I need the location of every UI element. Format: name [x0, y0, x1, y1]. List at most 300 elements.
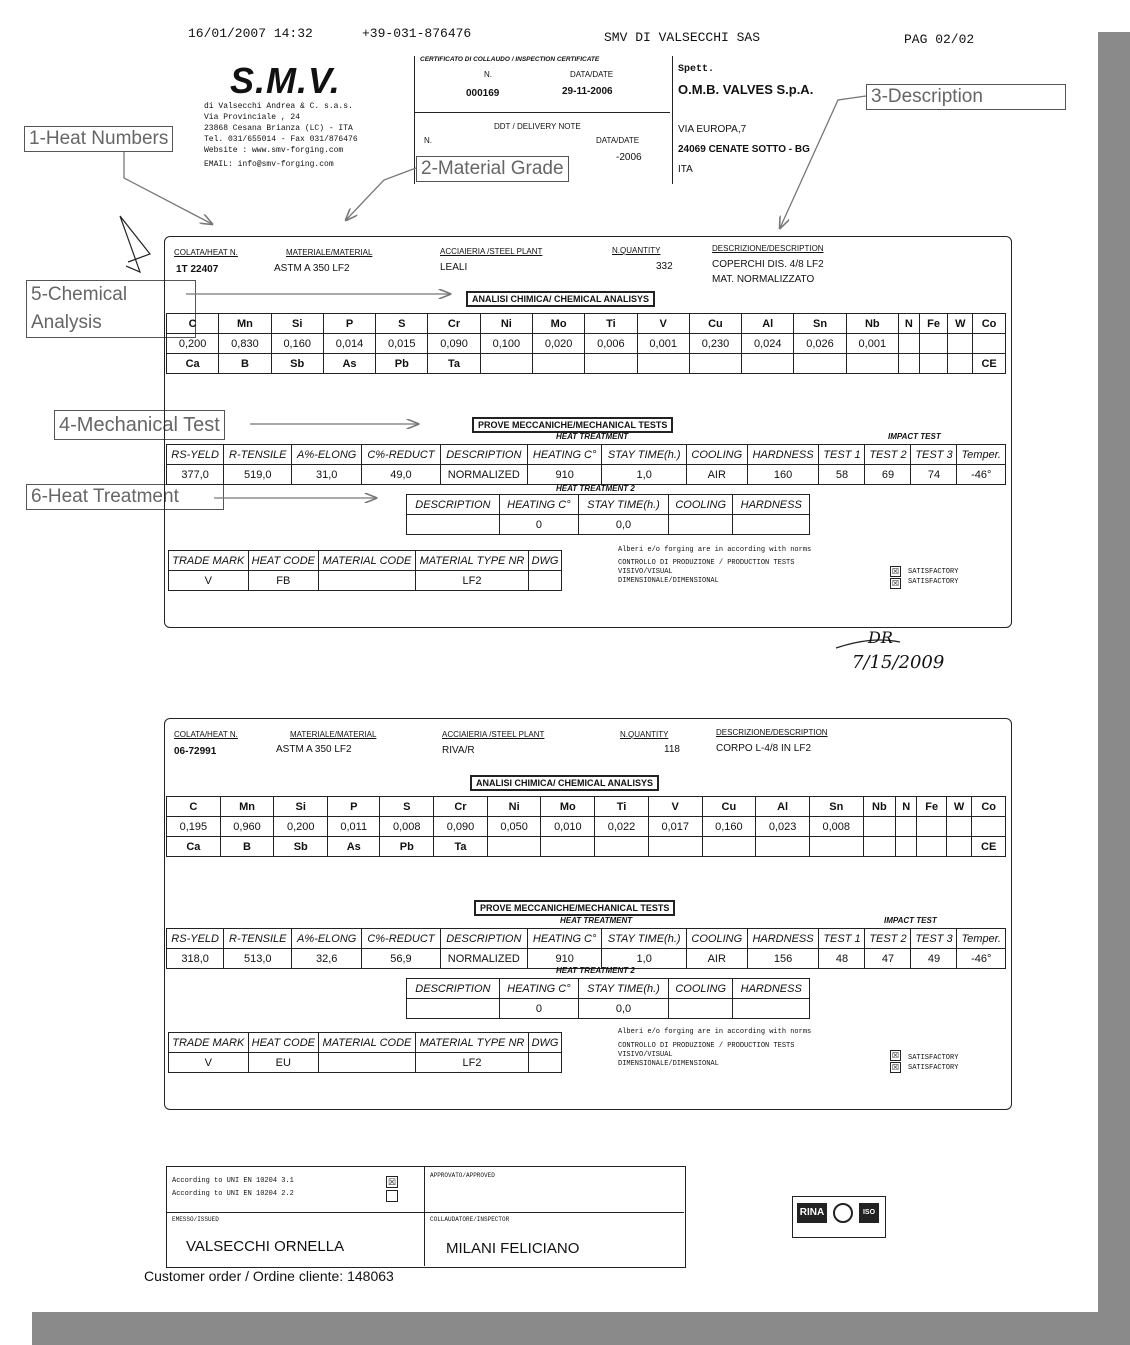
trade-value-cell: [529, 571, 562, 591]
lot-2-description-1: CORPO L-4/8 IN LF2: [716, 743, 812, 754]
chem-element-cell: B: [220, 837, 274, 857]
chem-element-cell: [756, 837, 810, 857]
lot-2-note-4: DIMENSIONALE/DIMENSIONAL: [618, 1060, 719, 1068]
chem-element-cell: [898, 354, 919, 374]
mech-value-cell: 49: [911, 949, 957, 969]
mech-header-cell: R-TENSILE: [224, 929, 292, 949]
chem-element-cell: Cu: [702, 797, 756, 817]
chem-element-cell: Ti: [595, 797, 649, 817]
chem-value-cell: 0,830: [219, 334, 271, 354]
lot-1-impact-title: IMPACT TEST: [888, 432, 941, 441]
chem-element-cell: Co: [972, 797, 1006, 817]
ht2-header-cell: HEATING C°: [499, 495, 578, 515]
trade-value-cell: V: [169, 571, 249, 591]
ht2-header-cell: COOLING: [668, 979, 732, 999]
lot-2-satisfactory-2: SATISFACTORY: [908, 1064, 959, 1072]
lot-1-note-4: DIMENSIONALE/DIMENSIONAL: [618, 577, 719, 585]
chem-element-cell: [919, 354, 948, 374]
ht2-header-cell: STAY TIME(h.): [579, 495, 669, 515]
fax-phone: +39-031-876476: [362, 26, 472, 41]
chem-value-cell: 0,230: [689, 334, 741, 354]
mech-value-cell: 910: [527, 465, 601, 485]
mech-value-cell: 74: [911, 465, 957, 485]
mech-header-cell: RS-YELD: [167, 929, 224, 949]
mech-header-cell: C%-REDUCT: [362, 445, 441, 465]
trade-header-cell: MATERIAL TYPE NR: [415, 551, 528, 571]
page-shadow-bottom: [32, 1312, 1130, 1345]
ht2-value-cell: [407, 515, 500, 535]
chem-value-cell: 0,160: [702, 817, 756, 837]
chem-value-cell: [917, 817, 946, 837]
mech-header-cell: HEATING C°: [527, 445, 601, 465]
chem-value-cell: 0,026: [794, 334, 846, 354]
lot-2-satisfactory-1: SATISFACTORY: [908, 1054, 959, 1062]
mech-header-cell: TEST 2: [865, 929, 911, 949]
lot-1-qty-header: N.QUANTITY: [612, 246, 661, 255]
chem-element-cell: Ca: [167, 837, 221, 857]
mech-header-cell: TEST 1: [819, 929, 865, 949]
mech-header-cell: Temper.: [957, 445, 1006, 465]
company-address-4: Tel. 031/655014 - Fax 031/876476: [204, 135, 358, 144]
lot-1-ht2-title: HEAT TREATMENT 2: [556, 484, 635, 493]
ddt-date: -2006: [616, 152, 642, 163]
chem-element-cell: Al: [756, 797, 810, 817]
ht2-value-cell: [668, 999, 732, 1019]
lot-1-heat-header: COLATA/HEAT N.: [174, 248, 238, 257]
chem-element-cell: N: [898, 314, 919, 334]
chem-value-cell: 0,090: [434, 817, 488, 837]
chem-element-cell: V: [637, 314, 689, 334]
mech-value-cell: AIR: [686, 949, 747, 969]
cert-no-label: N.: [484, 70, 492, 79]
mech-header-cell: TEST 1: [819, 445, 865, 465]
ht2-header-cell: COOLING: [668, 495, 732, 515]
chem-value-cell: 0,014: [323, 334, 375, 354]
lot-2-heat-header: COLATA/HEAT N.: [174, 730, 238, 739]
chem-element-cell: B: [219, 354, 271, 374]
trade-value-cell: [529, 1053, 562, 1073]
chem-element-cell: [863, 837, 895, 857]
customer-order: Customer order / Ordine cliente: 148063: [144, 1268, 394, 1284]
lot-1-material: ASTM A 350 LF2: [274, 263, 350, 274]
chem-element-cell: Ni: [487, 797, 541, 817]
chem-value-cell: 0,008: [380, 817, 434, 837]
mech-value-cell: 58: [819, 465, 865, 485]
ht2-value-cell: [733, 999, 810, 1019]
chem-value-cell: 0,008: [809, 817, 863, 837]
chem-element-cell: Co: [973, 314, 1006, 334]
chem-element-cell: Ti: [585, 314, 637, 334]
lot-1-checkbox-2: ☒: [891, 579, 900, 588]
trade-value-cell: EU: [248, 1053, 319, 1073]
lot-2-note-2: CONTROLLO DI PRODUZIONE / PRODUCTION TESTS: [618, 1042, 795, 1050]
chem-value-cell: 0,100: [480, 334, 532, 354]
rina-logo: RINA: [797, 1203, 827, 1223]
chem-value-cell: [973, 334, 1006, 354]
chem-element-cell: Ta: [428, 354, 480, 374]
lot-1-satisfactory-1: SATISFACTORY: [908, 568, 959, 576]
mech-header-cell: TEST 2: [865, 445, 911, 465]
chem-value-cell: 0,010: [541, 817, 595, 837]
mech-value-cell: 156: [747, 949, 819, 969]
ht2-header-cell: HARDNESS: [733, 495, 810, 515]
mech-value-cell: 1,0: [602, 465, 687, 485]
lot-2-quantity: 118: [664, 744, 680, 755]
footer-divider-v: [424, 1166, 425, 1266]
lot-1-chemical-title: ANALISI CHIMICA/ CHEMICAL ANALISYS: [466, 291, 655, 307]
company-address-3: 23868 Cesana Brianza (LC) - ITA: [204, 124, 353, 133]
lot-1-mechanical-title: PROVE MECCANICHE/MECHANICAL TESTS: [472, 417, 673, 433]
footer-according-31: According to UNI EN 10204 3.1: [172, 1177, 294, 1185]
lot-2-mechanical-table: [166, 928, 1006, 969]
trade-value-cell: [319, 1053, 416, 1073]
lot-1-ht1-title: HEAT TREATMENT: [556, 432, 629, 441]
ht2-value-cell: [668, 515, 732, 535]
lot-1-checkbox-1: ☒: [891, 567, 900, 576]
chem-element-cell: Mn: [220, 797, 274, 817]
chem-element-cell: [946, 837, 971, 857]
footer-checkbox-22: [386, 1190, 398, 1202]
chem-element-cell: [541, 837, 595, 857]
lot-2-note-1: Alberi e/o forging are in according with norms: [618, 1028, 812, 1036]
chem-element-cell: Mo: [532, 314, 584, 334]
chem-element-cell: Sb: [271, 354, 323, 374]
trade-header-cell: MATERIAL CODE: [319, 1033, 416, 1053]
mech-value-cell: NORMALIZED: [440, 465, 527, 485]
recipient-to: Spett.: [678, 64, 715, 75]
lot-1-plant: LEALI: [440, 262, 468, 273]
mech-value-cell: 160: [747, 465, 819, 485]
mech-header-cell: HEATING C°: [527, 929, 601, 949]
ht2-value-cell: 0: [499, 999, 578, 1019]
trade-value-cell: [319, 571, 416, 591]
certificate-title: CERTIFICATO DI COLLAUDO / INSPECTION CERTIFICATE: [420, 56, 600, 63]
callout-heat-numbers: 1-Heat Numbers: [24, 126, 173, 152]
lot-2-note-3: VISIVO/VISUAL: [618, 1051, 673, 1059]
callout-material-grade: 2-Material Grade: [416, 156, 569, 182]
chem-element-cell: CE: [972, 837, 1006, 857]
lot-2-impact-title: IMPACT TEST: [884, 916, 937, 925]
chem-element-cell: [689, 354, 741, 374]
chem-value-cell: 0,022: [595, 817, 649, 837]
chem-element-cell: [595, 837, 649, 857]
chem-value-cell: 0,006: [585, 334, 637, 354]
lot-1-plant-header: ACCIAIERIA /STEEL PLANT: [440, 247, 543, 256]
cert-date-label: DATA/DATE: [570, 70, 614, 79]
chem-element-cell: [637, 354, 689, 374]
chem-value-cell: [898, 334, 919, 354]
trade-value-cell: LF2: [415, 1053, 528, 1073]
signature-initials: DR: [868, 628, 893, 647]
trade-header-cell: MATERIAL CODE: [319, 551, 416, 571]
mech-header-cell: COOLING: [686, 445, 747, 465]
lot-1-material-header: MATERIALE/MATERIAL: [286, 248, 373, 257]
page-shadow-right: [1098, 32, 1130, 1312]
trade-value-cell: FB: [248, 571, 319, 591]
mech-header-cell: DESCRIPTION: [440, 929, 527, 949]
chem-element-cell: [585, 354, 637, 374]
mech-header-cell: HARDNESS: [747, 445, 819, 465]
chem-element-cell: [948, 354, 973, 374]
mech-header-cell: STAY TIME(h.): [602, 445, 687, 465]
mech-value-cell: 519,0: [224, 465, 292, 485]
lot-2-checkbox-2: ☒: [891, 1063, 900, 1072]
chem-value-cell: 0,200: [167, 334, 219, 354]
chem-value-cell: 0,050: [487, 817, 541, 837]
chem-element-cell: [917, 837, 946, 857]
ht2-header-cell: DESCRIPTION: [407, 979, 500, 999]
lot-1-description-2: MAT. NORMALIZZATO: [712, 274, 815, 285]
fax-datetime: 16/01/2007 14:32: [188, 26, 313, 41]
chem-element-cell: Nb: [846, 314, 898, 334]
trade-header-cell: MATERIAL TYPE NR: [415, 1033, 528, 1053]
chem-element-cell: P: [323, 314, 375, 334]
mech-value-cell: -46°: [957, 949, 1006, 969]
chem-element-cell: Si: [274, 797, 328, 817]
chem-element-cell: Pb: [380, 837, 434, 857]
chem-element-cell: C: [167, 314, 219, 334]
chem-element-cell: [794, 354, 846, 374]
signature-date: 7/15/2009: [852, 652, 945, 673]
chem-element-cell: [532, 354, 584, 374]
callout-heat-treatment: 6-Heat Treatment: [26, 484, 224, 510]
chem-element-cell: Pb: [376, 354, 428, 374]
lot-2-trade-table: [168, 1032, 562, 1073]
lot-1-note-3: VISIVO/VISUAL: [618, 568, 673, 576]
footer-inspector-label: COLLAUDATORE/INSPECTOR: [430, 1216, 510, 1223]
lot-2-chemical-title: ANALISI CHIMICA/ CHEMICAL ANALISYS: [470, 775, 659, 791]
footer-issued-label: EMESSO/ISSUED: [172, 1216, 219, 1223]
chem-element-cell: Ta: [434, 837, 488, 857]
chem-value-cell: 0,011: [328, 817, 380, 837]
mech-header-cell: RS-YELD: [167, 445, 224, 465]
lot-1-note-2: CONTROLLO DI PRODUZIONE / PRODUCTION TESTS: [618, 559, 795, 567]
mech-value-cell: 69: [865, 465, 911, 485]
chem-value-cell: [919, 334, 948, 354]
footer-approved-label: APPROVATO/APPROVED: [430, 1172, 495, 1179]
mech-value-cell: NORMALIZED: [440, 949, 527, 969]
chem-element-cell: CE: [973, 354, 1006, 374]
lot-2-plant: RIVA/R: [442, 745, 475, 756]
lot-1-desc-header: DESCRIZIONE/DESCRIPTION: [712, 244, 824, 253]
fax-sender: SMV DI VALSECCHI SAS: [604, 30, 761, 45]
trade-header-cell: TRADE MARK: [169, 551, 249, 571]
lot-2-chemical-table: [166, 796, 1006, 857]
chem-element-cell: P: [328, 797, 380, 817]
trade-header-cell: HEAT CODE: [248, 1033, 319, 1053]
recipient-city: 24069 CENATE SOTTO - BG: [678, 144, 810, 155]
mech-value-cell: 513,0: [224, 949, 292, 969]
chem-element-cell: Ca: [167, 354, 219, 374]
mech-value-cell: 910: [527, 949, 601, 969]
mech-header-cell: STAY TIME(h.): [602, 929, 687, 949]
ht2-header-cell: DESCRIPTION: [407, 495, 500, 515]
chem-value-cell: [896, 817, 917, 837]
lot-2-qty-header: N.QUANTITY: [620, 730, 669, 739]
chem-element-cell: Sn: [794, 314, 846, 334]
chem-element-cell: S: [380, 797, 434, 817]
footer-inspector-name: MILANI FELICIANO: [446, 1240, 580, 1257]
chem-element-cell: [648, 837, 702, 857]
chem-value-cell: [972, 817, 1006, 837]
ht2-value-cell: [407, 999, 500, 1019]
certification-logos: [792, 1196, 886, 1238]
mech-header-cell: COOLING: [686, 929, 747, 949]
chem-element-cell: As: [323, 354, 375, 374]
ht2-value-cell: 0,0: [579, 515, 669, 535]
chem-element-cell: Ni: [480, 314, 532, 334]
lot-1-description-1: COPERCHI DIS. 4/8 LF2: [712, 259, 824, 270]
chem-element-cell: Fe: [919, 314, 948, 334]
trade-header-cell: HEAT CODE: [248, 551, 319, 571]
callout-mechanical-test: 4-Mechanical Test: [54, 410, 225, 440]
lot-1-heat-treatment-2-table: [406, 494, 810, 535]
iso-logo: ISO: [859, 1203, 879, 1223]
ht2-value-cell: 0: [499, 515, 578, 535]
company-address-5: Website : www.smv-forging.com: [204, 146, 344, 155]
lot-1-trade-table: [168, 550, 562, 591]
mech-header-cell: TEST 3: [911, 445, 957, 465]
mech-value-cell: 318,0: [167, 949, 224, 969]
chem-element-cell: Fe: [917, 797, 946, 817]
lot-2-desc-header: DESCRIZIONE/DESCRIPTION: [716, 728, 828, 737]
callout-chemical-line-1: 5-Chemical: [31, 284, 128, 305]
cert-date: 29-11-2006: [562, 86, 613, 97]
cert-number: 000169: [466, 88, 500, 99]
mech-header-cell: Temper.: [957, 929, 1006, 949]
chem-element-cell: [480, 354, 532, 374]
ddt-label: DDT / DELIVERY NOTE: [494, 122, 581, 131]
ht2-header-cell: HEATING C°: [499, 979, 578, 999]
trade-header-cell: DWG: [529, 551, 562, 571]
lot-2-material-header: MATERIALE/MATERIAL: [290, 730, 377, 739]
company-address-1: di Valsecchi Andrea & C. s.a.s.: [204, 102, 353, 111]
footer-divider-h: [166, 1212, 684, 1213]
trade-header-cell: TRADE MARK: [169, 1033, 249, 1053]
chem-element-cell: Cr: [428, 314, 480, 334]
lot-1-satisfactory-2: SATISFACTORY: [908, 578, 959, 586]
trade-value-cell: LF2: [415, 571, 528, 591]
ht2-header-cell: STAY TIME(h.): [579, 979, 669, 999]
chem-element-cell: Al: [742, 314, 794, 334]
chem-value-cell: 0,160: [271, 334, 323, 354]
mech-value-cell: 49,0: [362, 465, 441, 485]
mech-header-cell: DESCRIPTION: [440, 445, 527, 465]
chem-value-cell: 0,015: [376, 334, 428, 354]
company-email: EMAIL: info@smv-forging.com: [204, 160, 334, 169]
chem-value-cell: 0,017: [648, 817, 702, 837]
chem-element-cell: Mn: [219, 314, 271, 334]
chem-value-cell: 0,001: [846, 334, 898, 354]
lot-1-mechanical-table: [166, 444, 1006, 485]
lot-2-mechanical-title: PROVE MECCANICHE/MECHANICAL TESTS: [474, 900, 675, 916]
lot-2-ht2-title: HEAT TREATMENT 2: [556, 966, 635, 975]
mech-header-cell: TEST 3: [911, 929, 957, 949]
chem-element-cell: V: [648, 797, 702, 817]
chem-value-cell: [946, 817, 971, 837]
chem-value-cell: 0,200: [274, 817, 328, 837]
chem-element-cell: As: [328, 837, 380, 857]
mech-header-cell: HARDNESS: [747, 929, 819, 949]
fax-page: PAG 02/02: [904, 32, 975, 47]
mech-header-cell: A%-ELONG: [292, 445, 362, 465]
chem-element-cell: Nb: [863, 797, 895, 817]
mech-value-cell: 1,0: [602, 949, 687, 969]
lot-1-chemical-table: [166, 313, 1006, 374]
chem-value-cell: 0,024: [742, 334, 794, 354]
ddt-no-label: N.: [424, 136, 432, 145]
mech-value-cell: 47: [865, 949, 911, 969]
chem-element-cell: Cu: [689, 314, 741, 334]
chem-element-cell: [846, 354, 898, 374]
mech-value-cell: AIR: [686, 465, 747, 485]
recipient-street: VIA EUROPA,7: [678, 124, 747, 135]
chem-element-cell: Si: [271, 314, 323, 334]
company-address-2: Via Provinciale , 24: [204, 113, 301, 122]
chem-element-cell: W: [946, 797, 971, 817]
chem-element-cell: [742, 354, 794, 374]
chem-value-cell: 0,195: [167, 817, 221, 837]
callout-chemical-line-2: Analysis: [31, 312, 102, 333]
mech-header-cell: C%-REDUCT: [362, 929, 441, 949]
lot-2-heat-number: 06-72991: [174, 746, 217, 757]
chem-value-cell: 0,960: [220, 817, 274, 837]
lot-2-ht1-title: HEAT TREATMENT: [560, 916, 633, 925]
ddt-date-label: DATA/DATE: [596, 136, 640, 145]
company-logo: S.M.V.: [230, 60, 341, 101]
chem-value-cell: [948, 334, 973, 354]
mech-value-cell: 377,0: [167, 465, 224, 485]
chem-element-cell: Sb: [274, 837, 328, 857]
mech-value-cell: -46°: [957, 465, 1006, 485]
recipient-country: ITA: [678, 164, 693, 175]
chem-element-cell: [487, 837, 541, 857]
chem-value-cell: 0,001: [637, 334, 689, 354]
trade-value-cell: V: [169, 1053, 249, 1073]
mech-header-cell: A%-ELONG: [292, 929, 362, 949]
iqnet-logo: [833, 1203, 853, 1223]
lot-2-material: ASTM A 350 LF2: [276, 744, 352, 755]
ht2-header-cell: HARDNESS: [733, 979, 810, 999]
mech-value-cell: 48: [819, 949, 865, 969]
chem-element-cell: C: [167, 797, 221, 817]
mech-value-cell: 32,6: [292, 949, 362, 969]
lot-1-heat-number: 1T 22407: [176, 264, 219, 275]
chem-value-cell: 0,090: [428, 334, 480, 354]
callout-description: 3-Description: [866, 84, 1066, 110]
chem-value-cell: [863, 817, 895, 837]
mech-header-cell: R-TENSILE: [224, 445, 292, 465]
lot-2-plant-header: ACCIAIERIA /STEEL PLANT: [442, 730, 545, 739]
chem-element-cell: W: [948, 314, 973, 334]
ht2-value-cell: 0,0: [579, 999, 669, 1019]
chem-element-cell: Cr: [434, 797, 488, 817]
recipient-name: O.M.B. VALVES S.p.A.: [678, 82, 814, 97]
chem-element-cell: S: [376, 314, 428, 334]
ht2-value-cell: [733, 515, 810, 535]
chem-element-cell: N: [896, 797, 917, 817]
chem-element-cell: Mo: [541, 797, 595, 817]
chem-element-cell: [896, 837, 917, 857]
lot-1-note-1: Alberi e/o forging are in according with norms: [618, 546, 812, 554]
footer-issuer-name: VALSECCHI ORNELLA: [186, 1238, 345, 1255]
chem-element-cell: [702, 837, 756, 857]
footer-according-22: According to UNI EN 10204 2.2: [172, 1190, 294, 1198]
trade-header-cell: DWG: [529, 1033, 562, 1053]
chem-value-cell: 0,023: [756, 817, 810, 837]
mech-value-cell: 31,0: [292, 465, 362, 485]
footer-checkbox-31: ☒: [387, 1177, 397, 1187]
